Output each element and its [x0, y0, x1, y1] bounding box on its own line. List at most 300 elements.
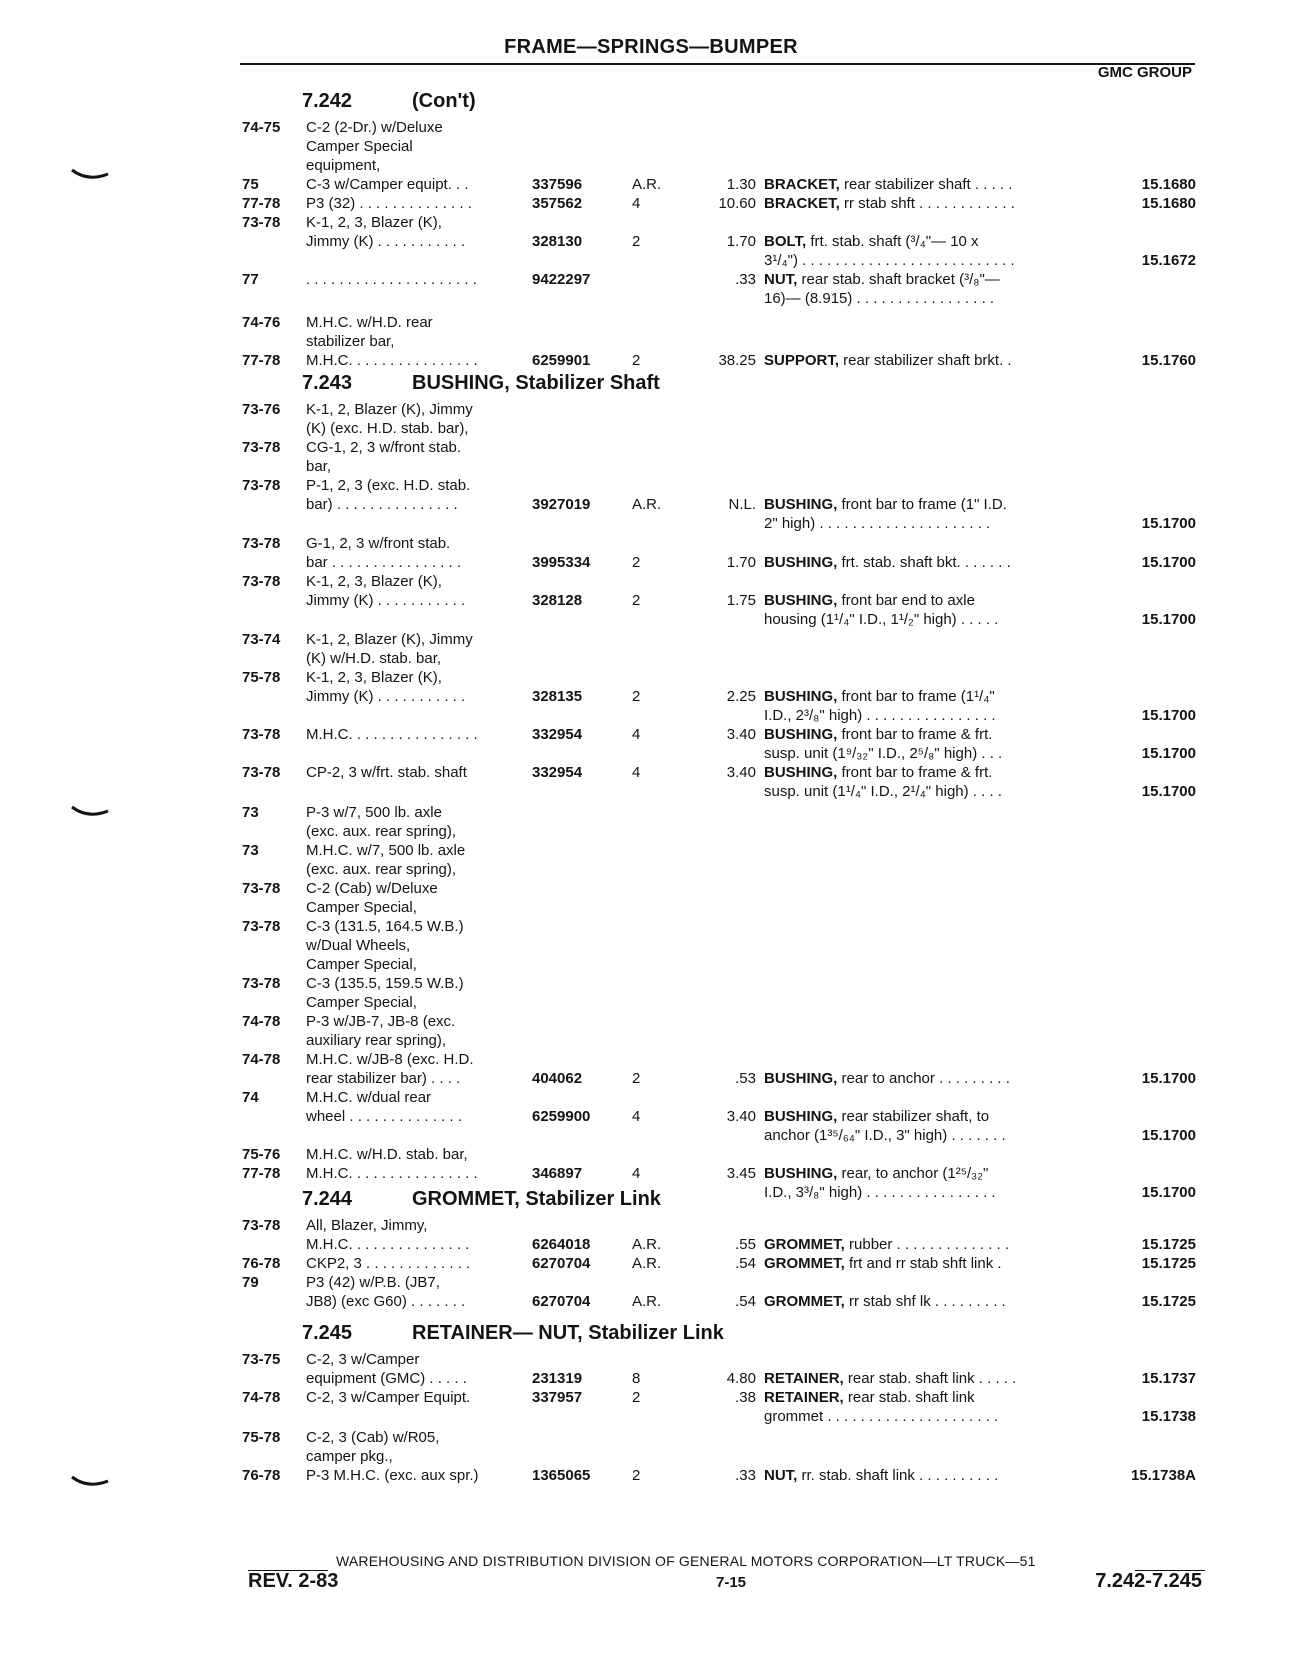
model-years: 75-78 — [242, 669, 281, 686]
table-row — [0, 610, 1302, 629]
group-code: 15.1760 — [1141, 352, 1196, 369]
part-name: BUSHING, — [764, 1070, 838, 1087]
quantity: 2 — [632, 1467, 641, 1484]
price: .53 — [735, 1070, 756, 1087]
header-rule — [240, 63, 1195, 65]
part-description — [764, 610, 1084, 629]
application: P-3 w/JB-7, JB-8 (exc. — [306, 1013, 456, 1030]
quantity: 4 — [632, 195, 641, 212]
catalog-section — [0, 370, 1302, 1208]
part-detail: rr stab shft . . . . . . . . . . . . — [839, 195, 1015, 212]
part-number: 404062 — [532, 1070, 583, 1087]
part-detail: rear to anchor . . . . . . . . . — [837, 1070, 1010, 1087]
model-years: 77-78 — [242, 352, 281, 369]
part-description — [764, 1069, 1084, 1088]
part-number: 6259900 — [532, 1108, 591, 1125]
part-detail: rear stab. shaft link . . . . . — [843, 1370, 1017, 1387]
table-row — [0, 1254, 1302, 1273]
section-number: 7.244 — [302, 1188, 353, 1210]
table-row — [0, 860, 1302, 879]
application: Camper Special, — [306, 899, 417, 916]
part-description — [764, 351, 1084, 370]
part-description — [764, 175, 1084, 194]
price: .38 — [735, 1389, 756, 1406]
table-row — [0, 213, 1302, 232]
catalog-section — [0, 88, 1302, 374]
model-years: 73-78 — [242, 880, 281, 897]
table-row — [0, 118, 1302, 137]
part-number: 6270704 — [532, 1293, 591, 1310]
revision-label: REV. 2-83 — [248, 1570, 339, 1592]
part-number: 6259901 — [532, 352, 591, 369]
part-detail: grommet . . . . . . . . . . . . . . . . . . . . . — [764, 1408, 999, 1425]
table-row — [0, 744, 1302, 763]
application: M.H.C. w/H.D. stab. bar, — [306, 1146, 468, 1163]
table-row — [0, 232, 1302, 251]
part-description — [764, 591, 1084, 610]
section-rows — [0, 118, 1302, 374]
part-detail: rear stabilizer shaft brkt. . — [839, 352, 1012, 369]
part-detail: front bar to frame (1" I.D. — [837, 496, 1007, 513]
table-row — [0, 457, 1302, 476]
section-range: 7.242-7.245 — [1095, 1570, 1202, 1592]
application: M.H.C. w/dual rear — [306, 1089, 432, 1106]
table-row — [0, 898, 1302, 917]
part-detail: rear stab. shaft bracket (³/₈"— — [797, 271, 1000, 288]
application: K-1, 2, 3, Blazer (K), — [306, 669, 442, 686]
quantity: A.R. — [632, 1255, 662, 1272]
part-detail: rear stabilizer shaft, to — [837, 1108, 990, 1125]
part-detail: front bar to frame (1¹/₄" — [837, 688, 995, 705]
part-description — [764, 232, 1084, 251]
part-description — [764, 744, 1084, 763]
part-description — [764, 194, 1084, 213]
part-number: 337596 — [532, 176, 583, 193]
model-years: 77 — [242, 271, 259, 288]
part-number: 9422297 — [532, 271, 591, 288]
part-number: 332954 — [532, 764, 583, 781]
table-row — [0, 782, 1302, 801]
application: auxiliary rear spring), — [306, 1032, 447, 1049]
part-description — [764, 1369, 1084, 1388]
application: C-3 (135.5, 159.5 W.B.) — [306, 975, 464, 992]
part-name: BUSHING, — [764, 496, 838, 513]
application: K-1, 2, Blazer (K), Jimmy — [306, 401, 473, 418]
table-row — [0, 553, 1302, 572]
application: (exc. aux. rear spring), — [306, 823, 457, 840]
price: .55 — [735, 1236, 756, 1253]
quantity: 4 — [632, 1165, 641, 1182]
table-row — [0, 289, 1302, 308]
price: 3.40 — [726, 1108, 756, 1125]
model-years: 77-78 — [242, 1165, 281, 1182]
application: CG-1, 2, 3 w/front stab. — [306, 439, 462, 456]
application: K-1, 2, 3, Blazer (K), — [306, 214, 442, 231]
group-code: 15.1700 — [1141, 707, 1196, 724]
table-row — [0, 763, 1302, 782]
application: equipment, — [306, 157, 381, 174]
part-description — [764, 1388, 1084, 1407]
section-heading — [0, 1320, 1302, 1350]
price: 1.30 — [726, 176, 756, 193]
table-row — [0, 955, 1302, 974]
part-description — [764, 553, 1084, 572]
part-detail: susp. unit (1¹/₄" I.D., 2¹/₄" high) . . . . — [764, 783, 1002, 800]
section-heading — [0, 370, 1302, 400]
application: . . . . . . . . . . . . . . . . . . . . . — [306, 271, 477, 288]
quantity: 2 — [632, 233, 641, 250]
part-number: 3927019 — [532, 496, 591, 513]
part-number: 346897 — [532, 1165, 583, 1182]
part-name: GROMMET, — [764, 1236, 845, 1253]
application: M.H.C. . . . . . . . . . . . . . . . — [306, 1165, 478, 1182]
price: 1.70 — [726, 554, 756, 571]
application: bar, — [306, 458, 332, 475]
application: C-3 w/Camper equipt. . . — [306, 176, 469, 193]
model-years: 74-78 — [242, 1013, 281, 1030]
part-detail: frt. stab. shaft (³/₄"— 10 x — [806, 233, 979, 250]
part-name: BUSHING, — [764, 764, 838, 781]
section-number: 7.245 — [302, 1322, 353, 1344]
model-years: 74-78 — [242, 1051, 281, 1068]
price: 1.75 — [726, 592, 756, 609]
part-detail: I.D., 3³/₈" high) . . . . . . . . . . . . . . . . — [764, 1184, 996, 1201]
application: K-1, 2, Blazer (K), Jimmy — [306, 631, 473, 648]
price: .54 — [735, 1255, 756, 1272]
table-row — [0, 803, 1302, 822]
part-number: 1365065 — [532, 1467, 591, 1484]
application: (K) w/H.D. stab. bar, — [306, 650, 442, 667]
application: Jimmy (K) . . . . . . . . . . . — [306, 233, 466, 250]
model-years: 75-78 — [242, 1429, 281, 1446]
part-name: BUSHING, — [764, 554, 838, 571]
application: All, Blazer, Jimmy, — [306, 1217, 428, 1234]
part-detail: I.D., 2³/₈" high) . . . . . . . . . . . . . . . . — [764, 707, 996, 724]
quantity: A.R. — [632, 1293, 662, 1310]
part-description — [764, 1254, 1084, 1273]
section-heading — [0, 88, 1302, 118]
part-number: 328128 — [532, 592, 583, 609]
table-row — [0, 630, 1302, 649]
part-description — [764, 763, 1084, 782]
table-row — [0, 1369, 1302, 1388]
part-description — [764, 1292, 1084, 1311]
table-row — [0, 1447, 1302, 1466]
part-number: 231319 — [532, 1370, 583, 1387]
part-name: RETAINER, — [764, 1370, 844, 1387]
part-description — [764, 1107, 1084, 1126]
part-name: BOLT, — [764, 233, 807, 250]
part-description — [764, 1407, 1084, 1426]
table-row — [0, 687, 1302, 706]
model-years: 73-78 — [242, 439, 281, 456]
price: .33 — [735, 271, 756, 288]
part-number: 337957 — [532, 1389, 583, 1406]
group-code: 15.1700 — [1141, 783, 1196, 800]
table-row — [0, 332, 1302, 351]
model-years: 73-78 — [242, 477, 281, 494]
part-number: 332954 — [532, 726, 583, 743]
price: 2.25 — [726, 688, 756, 705]
table-row — [0, 572, 1302, 591]
model-years: 74-78 — [242, 1389, 281, 1406]
application: (K) (exc. H.D. stab. bar), — [306, 420, 469, 437]
model-years: 73-76 — [242, 401, 281, 418]
part-number: 328135 — [532, 688, 583, 705]
application: P-3 w/7, 500 lb. axle — [306, 804, 442, 821]
table-row — [0, 1031, 1302, 1050]
part-name: GROMMET, — [764, 1293, 845, 1310]
table-row — [0, 1235, 1302, 1254]
model-years: 73 — [242, 842, 259, 859]
model-years: 73-78 — [242, 1217, 281, 1234]
model-years: 73-74 — [242, 631, 281, 648]
group-code: 15.1700 — [1141, 1127, 1196, 1144]
part-detail: 3¹/₄") . . . . . . . . . . . . . . . . . . . . . . . . . . — [764, 252, 1015, 269]
application: M.H.C. w/JB-8 (exc. H.D. — [306, 1051, 474, 1068]
model-years: 77-78 — [242, 195, 281, 212]
part-name: BUSHING, — [764, 1165, 838, 1182]
application: K-1, 2, 3, Blazer (K), — [306, 573, 442, 590]
part-number: 357562 — [532, 195, 583, 212]
quantity: 4 — [632, 764, 641, 781]
table-row — [0, 649, 1302, 668]
application: CP-2, 3 w/frt. stab. shaft — [306, 764, 467, 781]
table-row — [0, 936, 1302, 955]
application: M.H.C. w/H.D. rear — [306, 314, 433, 331]
model-years: 74-75 — [242, 119, 281, 136]
table-row — [0, 270, 1302, 289]
part-name: BUSHING, — [764, 1108, 838, 1125]
part-description — [764, 1235, 1084, 1254]
model-years: 74 — [242, 1089, 259, 1106]
application: bar . . . . . . . . . . . . . . . . — [306, 554, 462, 571]
application: M.H.C. w/7, 500 lb. axle — [306, 842, 466, 859]
model-years: 79 — [242, 1274, 259, 1291]
model-years: 73-78 — [242, 918, 281, 935]
part-detail: 2" high) . . . . . . . . . . . . . . . . . . . . . — [764, 515, 991, 532]
table-row — [0, 1388, 1302, 1407]
section-title: GROMMET, Stabilizer Link — [412, 1188, 661, 1210]
quantity: 2 — [632, 688, 641, 705]
table-row — [0, 194, 1302, 213]
footer-division: WAREHOUSING AND DISTRIBUTION DIVISION OF GENERAL MOTORS CORPORATION—LT TRUCK—51 — [336, 1553, 1036, 1569]
application: camper pkg., — [306, 1448, 393, 1465]
application: Jimmy (K) . . . . . . . . . . . — [306, 688, 466, 705]
price: 3.40 — [726, 726, 756, 743]
model-years: 75-76 — [242, 1146, 281, 1163]
quantity: 2 — [632, 352, 641, 369]
model-years: 73-78 — [242, 535, 281, 552]
group-code: 15.1680 — [1141, 195, 1196, 212]
group-label: GMC GROUP — [1097, 64, 1192, 81]
model-years: 73-78 — [242, 764, 281, 781]
application: P3 (42) w/P.B. (JB7, — [306, 1274, 440, 1291]
part-description — [764, 1466, 1084, 1485]
part-description — [764, 1126, 1084, 1145]
application: bar) . . . . . . . . . . . . . . . — [306, 496, 458, 513]
application: P-3 M.H.C. (exc. aux spr.) — [306, 1467, 479, 1484]
quantity: A.R. — [632, 176, 662, 193]
part-number: 6270704 — [532, 1255, 591, 1272]
price: .54 — [735, 1293, 756, 1310]
table-row — [0, 1126, 1302, 1145]
model-years: 76-78 — [242, 1255, 281, 1272]
part-description — [764, 1164, 1084, 1183]
application: M.H.C. . . . . . . . . . . . . . . — [306, 1236, 470, 1253]
page-number: 7-15 — [716, 1574, 747, 1591]
table-row — [0, 351, 1302, 370]
group-code: 15.1737 — [1141, 1370, 1196, 1387]
table-row — [0, 156, 1302, 175]
table-row — [0, 476, 1302, 495]
price: 3.40 — [726, 764, 756, 781]
section-title: BUSHING, Stabilizer Shaft — [412, 372, 660, 394]
application: C-2 (Cab) w/Deluxe — [306, 880, 438, 897]
model-years: 75 — [242, 176, 259, 193]
table-row — [0, 1292, 1302, 1311]
application: M.H.C. . . . . . . . . . . . . . . . — [306, 352, 478, 369]
part-detail: rear stab. shaft link — [843, 1389, 975, 1406]
group-code: 15.1700 — [1141, 1070, 1196, 1087]
price: 1.70 — [726, 233, 756, 250]
section-title: RETAINER— NUT, Stabilizer Link — [412, 1322, 724, 1344]
page-title: FRAME—SPRINGS—BUMPER — [504, 36, 798, 58]
table-row — [0, 1107, 1302, 1126]
part-number: 3995334 — [532, 554, 591, 571]
group-code: 15.1680 — [1141, 176, 1196, 193]
quantity: 4 — [632, 726, 641, 743]
part-description — [764, 687, 1084, 706]
model-years: 73-78 — [242, 726, 281, 743]
part-detail: 16)— (8.915) . . . . . . . . . . . . . . . . . — [764, 290, 995, 307]
application: equipment (GMC) . . . . . — [306, 1370, 467, 1387]
part-number: 328130 — [532, 233, 583, 250]
model-years: 73-78 — [242, 975, 281, 992]
application: P3 (32) . . . . . . . . . . . . . . — [306, 195, 472, 212]
section-title: (Con't) — [412, 90, 476, 112]
part-name: BRACKET, — [764, 195, 840, 212]
table-row — [0, 591, 1302, 610]
part-description — [764, 251, 1084, 270]
quantity: A.R. — [632, 496, 662, 513]
table-row — [0, 1428, 1302, 1447]
part-description — [764, 495, 1084, 514]
application: Camper Special, — [306, 994, 417, 1011]
group-code: 15.1738A — [1130, 1467, 1196, 1484]
group-code: 15.1700 — [1141, 745, 1196, 762]
application: Camper Special — [306, 138, 413, 155]
part-detail: rr. stab. shaft link . . . . . . . . . . — [797, 1467, 999, 1484]
quantity: 8 — [632, 1370, 641, 1387]
section-number: 7.242 — [302, 90, 353, 112]
group-code: 15.1725 — [1141, 1236, 1196, 1253]
application: stabilizer bar, — [306, 333, 395, 350]
part-description — [764, 725, 1084, 744]
table-row — [0, 1050, 1302, 1069]
part-description — [764, 289, 1084, 308]
section-number: 7.243 — [302, 372, 353, 394]
part-description — [764, 514, 1084, 533]
table-row — [0, 1164, 1302, 1183]
table-row — [0, 974, 1302, 993]
quantity: 2 — [632, 554, 641, 571]
quantity: A.R. — [632, 1236, 662, 1253]
group-code: 15.1738 — [1141, 1408, 1196, 1425]
table-row — [0, 419, 1302, 438]
table-row — [0, 438, 1302, 457]
table-row — [0, 1216, 1302, 1235]
group-code: 15.1700 — [1141, 611, 1196, 628]
part-detail: anchor (1³⁵/₆₄" I.D., 3" high) . . . . . . . — [764, 1127, 1006, 1144]
application: C-2, 3 w/Camper — [306, 1351, 420, 1368]
part-description — [764, 706, 1084, 725]
application: M.H.C. . . . . . . . . . . . . . . . — [306, 726, 478, 743]
application: Camper Special, — [306, 956, 417, 973]
table-row — [0, 1273, 1302, 1292]
part-name: BUSHING, — [764, 688, 838, 705]
part-detail: frt and rr stab shft link . — [844, 1255, 1002, 1272]
quantity: 4 — [632, 1108, 641, 1125]
table-row — [0, 725, 1302, 744]
part-detail: front bar to frame & frt. — [837, 764, 993, 781]
part-name: SUPPORT, — [764, 352, 840, 369]
catalog-section — [0, 1186, 1302, 1314]
part-detail: frt. stab. shaft bkt. . . . . . . — [837, 554, 1011, 571]
section-rows — [0, 1216, 1302, 1314]
application: C-3 (131.5, 164.5 W.B.) — [306, 918, 464, 935]
table-row — [0, 993, 1302, 1012]
part-detail: rear, to anchor (1²⁵/₃₂" — [837, 1165, 989, 1182]
table-row — [0, 175, 1302, 194]
group-code: 15.1700 — [1141, 1184, 1196, 1201]
application: C-2 (2-Dr.) w/Deluxe — [306, 119, 443, 136]
part-detail: front bar to frame & frt. — [837, 726, 993, 743]
group-code: 15.1725 — [1141, 1293, 1196, 1310]
part-name: NUT, — [764, 1467, 798, 1484]
part-detail: housing (1¹/₄" I.D., 1¹/₂" high) . . . . . — [764, 611, 999, 628]
model-years: 73-78 — [242, 573, 281, 590]
table-row — [0, 879, 1302, 898]
price: 3.45 — [726, 1165, 756, 1182]
group-code: 15.1725 — [1141, 1255, 1196, 1272]
price: 4.80 — [726, 1370, 756, 1387]
table-row — [0, 706, 1302, 725]
catalog-section — [0, 1320, 1302, 1490]
table-row — [0, 534, 1302, 553]
price: .33 — [735, 1467, 756, 1484]
part-detail: rr stab shf lk . . . . . . . . . — [844, 1293, 1006, 1310]
part-number: 6264018 — [532, 1236, 591, 1253]
table-row — [0, 400, 1302, 419]
application: C-2, 3 w/Camper Equipt. — [306, 1389, 471, 1406]
model-years: 73-75 — [242, 1351, 281, 1368]
part-name: BUSHING, — [764, 726, 838, 743]
part-description — [764, 782, 1084, 801]
part-detail: front bar end to axle — [837, 592, 975, 609]
table-row — [0, 841, 1302, 860]
group-code: 15.1700 — [1141, 515, 1196, 532]
table-row — [0, 313, 1302, 332]
model-years: 74-76 — [242, 314, 281, 331]
application: Jimmy (K) . . . . . . . . . . . — [306, 592, 466, 609]
price: 38.25 — [718, 352, 756, 369]
table-row — [0, 1069, 1302, 1088]
table-row — [0, 1012, 1302, 1031]
application: G-1, 2, 3 w/front stab. — [306, 535, 451, 552]
application: C-2, 3 (Cab) w/R05, — [306, 1429, 440, 1446]
application: (exc. aux. rear spring), — [306, 861, 457, 878]
